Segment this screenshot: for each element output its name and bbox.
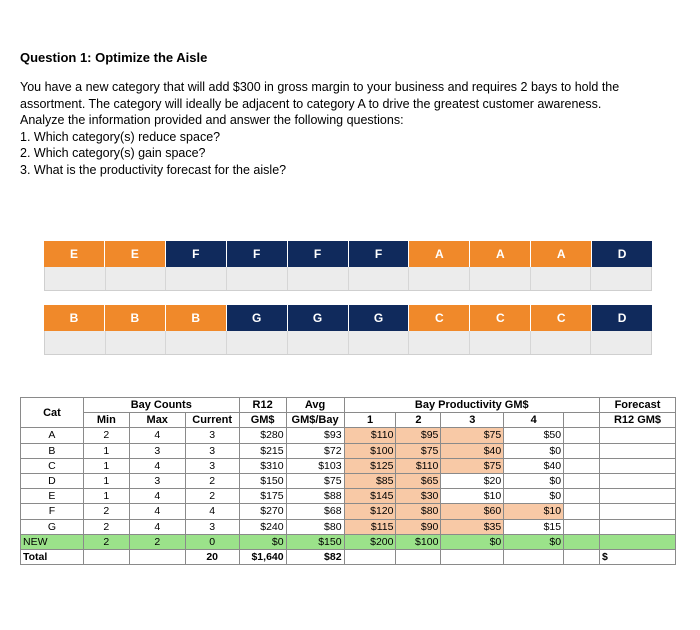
- cell-b3: $40: [441, 443, 504, 458]
- header-blank: [564, 413, 600, 428]
- table-row: [21, 473, 676, 488]
- header-current: Current: [185, 413, 239, 428]
- aisle-top-row: [44, 241, 652, 291]
- header-max: Max: [129, 413, 185, 428]
- cell-r12: $270: [239, 504, 286, 519]
- cell-current: 3: [185, 519, 239, 534]
- cell-max: 4: [129, 519, 185, 534]
- cell-b1: $100: [344, 443, 396, 458]
- bay-f: F: [227, 241, 288, 267]
- cell-b1: $145: [344, 489, 396, 504]
- cell-forecast: [600, 428, 676, 443]
- table-cell: [564, 428, 600, 443]
- cell-cat: E: [21, 489, 84, 504]
- table-cell: [564, 489, 600, 504]
- question-line: assortment. The category will ideally be adjacent to category A to drive the greatest customer awareness.: [20, 96, 602, 111]
- cell-b3: $35: [441, 519, 504, 534]
- bay-e: E: [105, 241, 166, 267]
- bay-f: F: [166, 241, 227, 267]
- cell-cat: B: [21, 443, 84, 458]
- cell-avg: $93: [286, 428, 344, 443]
- table-row: [21, 504, 676, 519]
- header-bay-1: 1: [344, 413, 396, 428]
- cell-max: 4: [129, 489, 185, 504]
- bay-b: B: [105, 305, 166, 331]
- cell-max: 3: [129, 443, 185, 458]
- table-cell: [504, 549, 564, 564]
- cell-b2: $80: [396, 504, 441, 519]
- question-title: Question 1: Optimize the Aisle: [20, 50, 208, 65]
- total-current: 20: [185, 549, 239, 564]
- question-line: 3. What is the productivity forecast for the aisle?: [20, 162, 287, 177]
- cell-min: 1: [83, 458, 129, 473]
- table-row: [21, 534, 676, 549]
- bay-f: F: [349, 241, 410, 267]
- header-cat: Cat: [21, 398, 84, 428]
- header-avg-top: Avg: [286, 398, 344, 413]
- aisle-bottom-row: [44, 305, 652, 355]
- cell-b3: $75: [441, 428, 504, 443]
- cell-b2: $100: [396, 534, 441, 549]
- cell-b2: $110: [396, 458, 441, 473]
- header-bay-2: 2: [396, 413, 441, 428]
- header-min: Min: [83, 413, 129, 428]
- bay-e: E: [44, 241, 105, 267]
- table-cell: [564, 549, 600, 564]
- bay-c: C: [409, 305, 470, 331]
- cell-b2: $90: [396, 519, 441, 534]
- cell-r12: $175: [239, 489, 286, 504]
- cell-b1: $85: [344, 473, 396, 488]
- table-cell: [564, 504, 600, 519]
- cell-b4: $40: [504, 458, 564, 473]
- table-cell: [564, 443, 600, 458]
- question-line: Analyze the information provided and answer the following questions:: [20, 113, 404, 127]
- cell-b3: $0: [441, 534, 504, 549]
- cell-b3: $75: [441, 458, 504, 473]
- cell-forecast: [600, 504, 676, 519]
- total-forecast: $: [600, 549, 676, 564]
- cell-cat: D: [21, 473, 84, 488]
- total-avg: $82: [286, 549, 344, 564]
- cell-b1: $115: [344, 519, 396, 534]
- cell-max: 3: [129, 473, 185, 488]
- question-line: 1. Which category(s) reduce space?: [20, 129, 221, 144]
- bay-c: C: [470, 305, 531, 331]
- cell-current: 2: [185, 489, 239, 504]
- cell-b2: $65: [396, 473, 441, 488]
- header-r12-top: R12: [239, 398, 286, 413]
- cell-b3: $60: [441, 504, 504, 519]
- cell-r12: $310: [239, 458, 286, 473]
- cell-current: 3: [185, 443, 239, 458]
- cell-min: 2: [83, 519, 129, 534]
- category-table: [20, 397, 676, 565]
- cell-forecast: [600, 519, 676, 534]
- bay-b: B: [166, 305, 227, 331]
- header-forecast-top: Forecast: [600, 398, 676, 413]
- cell-b4: $15: [504, 519, 564, 534]
- table-row: [21, 443, 676, 458]
- cell-max: 4: [129, 428, 185, 443]
- header-forecast-bottom: R12 GM$: [600, 413, 676, 428]
- cell-current: 2: [185, 473, 239, 488]
- bay-g: G: [227, 305, 288, 331]
- cell-b2: $75: [396, 443, 441, 458]
- cell-avg: $75: [286, 473, 344, 488]
- table-row: [21, 458, 676, 473]
- header-bay-4: 4: [504, 413, 564, 428]
- cell-min: 1: [83, 473, 129, 488]
- cell-max: 4: [129, 504, 185, 519]
- table-cell: [344, 549, 396, 564]
- cell-forecast: [600, 458, 676, 473]
- cell-avg: $88: [286, 489, 344, 504]
- cell-current: 3: [185, 458, 239, 473]
- bay-g: G: [349, 305, 410, 331]
- cell-min: 2: [83, 504, 129, 519]
- header-bay-counts: Bay Counts: [83, 398, 239, 413]
- cell-b4: $10: [504, 504, 564, 519]
- cell-current: 3: [185, 428, 239, 443]
- cell-r12: $215: [239, 443, 286, 458]
- cell-avg: $72: [286, 443, 344, 458]
- cell-avg: $150: [286, 534, 344, 549]
- bay-c: C: [531, 305, 592, 331]
- table-cell: [564, 519, 600, 534]
- cell-forecast: [600, 473, 676, 488]
- cell-forecast: [600, 489, 676, 504]
- bay-g: G: [288, 305, 349, 331]
- cell-cat: NEW: [21, 534, 84, 549]
- total-label: Total: [21, 549, 84, 564]
- cell-current: 4: [185, 504, 239, 519]
- cell-b1: $110: [344, 428, 396, 443]
- cell-b4: $50: [504, 428, 564, 443]
- question-line: You have a new category that will add $300 in gross margin to your business and requires 2 bays to hold the: [20, 80, 620, 94]
- cell-min: 2: [83, 428, 129, 443]
- bay-d: D: [592, 241, 652, 267]
- cell-b2: $30: [396, 489, 441, 504]
- cell-b1: $125: [344, 458, 396, 473]
- table-cell: [396, 549, 441, 564]
- cell-r12: $0: [239, 534, 286, 549]
- table-cell: [564, 534, 600, 549]
- cell-b4: $0: [504, 489, 564, 504]
- cell-avg: $80: [286, 519, 344, 534]
- question-body: [20, 79, 680, 178]
- header-bay-3: 3: [441, 413, 504, 428]
- cell-min: 2: [83, 534, 129, 549]
- table-cell: [564, 473, 600, 488]
- table-cell: [564, 458, 600, 473]
- cell-avg: $103: [286, 458, 344, 473]
- cell-r12: $280: [239, 428, 286, 443]
- cell-min: 1: [83, 443, 129, 458]
- cell-b4: $0: [504, 534, 564, 549]
- cell-b4: $0: [504, 473, 564, 488]
- cell-cat: A: [21, 428, 84, 443]
- cell-r12: $240: [239, 519, 286, 534]
- total-r12: $1,640: [239, 549, 286, 564]
- cell-current: 0: [185, 534, 239, 549]
- table-row: [21, 428, 676, 443]
- table-cell: [129, 549, 185, 564]
- table-cell: [83, 549, 129, 564]
- cell-cat: F: [21, 504, 84, 519]
- cell-r12: $150: [239, 473, 286, 488]
- cell-cat: C: [21, 458, 84, 473]
- cell-max: 2: [129, 534, 185, 549]
- header-avg-bottom: GM$/Bay: [286, 413, 344, 428]
- table-row: [21, 489, 676, 504]
- cell-b1: $120: [344, 504, 396, 519]
- bay-d: D: [592, 305, 652, 331]
- cell-b3: $20: [441, 473, 504, 488]
- cell-min: 1: [83, 489, 129, 504]
- cell-b1: $200: [344, 534, 396, 549]
- cell-b2: $95: [396, 428, 441, 443]
- cell-forecast: [600, 534, 676, 549]
- cell-b4: $0: [504, 443, 564, 458]
- table-cell: [441, 549, 504, 564]
- cell-cat: G: [21, 519, 84, 534]
- bay-a: A: [470, 241, 531, 267]
- header-r12-bottom: GM$: [239, 413, 286, 428]
- question-line: 2. Which category(s) gain space?: [20, 146, 206, 160]
- table-row: [21, 519, 676, 534]
- header-bay-productivity: Bay Productivity GM$: [344, 398, 599, 413]
- bay-f: F: [288, 241, 349, 267]
- bay-a: A: [409, 241, 470, 267]
- cell-forecast: [600, 443, 676, 458]
- cell-max: 4: [129, 458, 185, 473]
- cell-avg: $68: [286, 504, 344, 519]
- bay-b: B: [44, 305, 105, 331]
- cell-b3: $10: [441, 489, 504, 504]
- bay-a: A: [531, 241, 592, 267]
